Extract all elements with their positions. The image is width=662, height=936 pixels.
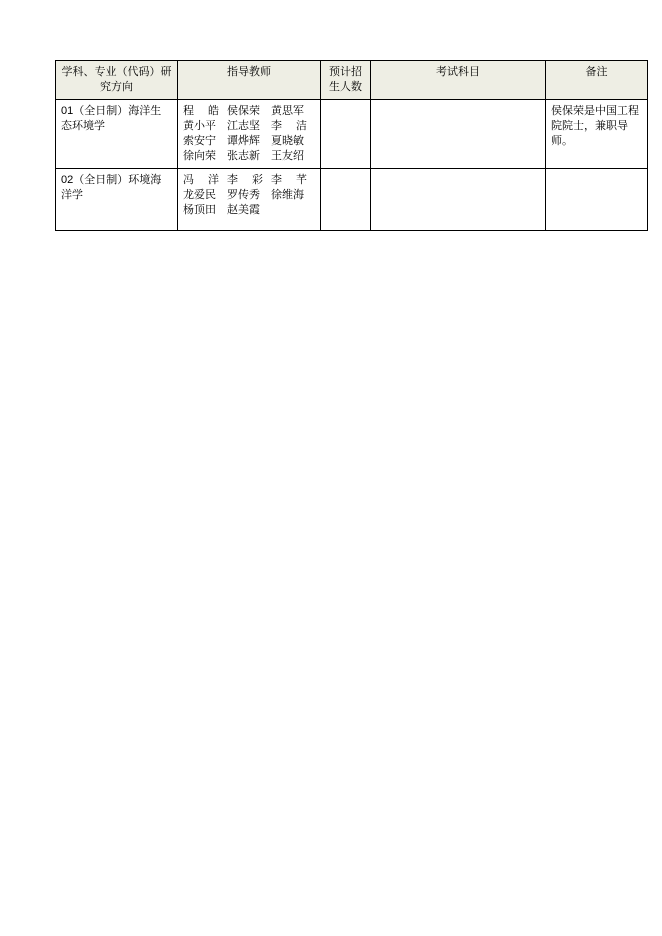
teacher-name: 索安宁: [183, 135, 216, 147]
header-teachers: 指导教师: [178, 61, 321, 100]
teacher-name: 李 芊: [270, 174, 307, 186]
teacher-name: 黄小平: [183, 120, 216, 132]
admission-table: [55, 60, 648, 231]
teacher-name: 谭烨辉: [226, 135, 260, 147]
cell-teachers: [178, 169, 321, 231]
table-header-row: [56, 61, 648, 100]
header-remark: 备注: [546, 61, 648, 100]
table-row: [56, 169, 648, 231]
teacher-name: 江志坚: [226, 120, 260, 132]
teacher-line: [183, 149, 315, 164]
teacher-line: [183, 188, 315, 203]
teacher-name: [271, 203, 315, 218]
teacher-name: 徐维海: [270, 189, 304, 201]
teacher-name: 杨顶田: [183, 204, 216, 216]
teacher-name: 罗传秀: [226, 189, 260, 201]
header-direction: 学科、专业（代码）研究方向: [56, 61, 178, 100]
cell-teachers: [178, 100, 321, 169]
teacher-line: [183, 173, 315, 188]
teacher-name: 王友绍: [270, 150, 304, 162]
teacher-name: 赵美霞: [226, 204, 260, 216]
teacher-name: 李 彩: [226, 174, 263, 186]
teacher-name: 李 洁: [270, 120, 307, 132]
teacher-line: [183, 134, 315, 149]
teacher-line: [183, 104, 315, 119]
header-plan: 预计招生人数: [321, 61, 371, 100]
teacher-name: 黄思军: [270, 105, 304, 117]
cell-plan: [321, 169, 371, 231]
teacher-name: 徐向荣: [183, 150, 216, 162]
table-row: [56, 100, 648, 169]
teacher-name: 张志新: [226, 150, 260, 162]
teacher-name: 程 皓: [183, 105, 219, 117]
teacher-name: 侯保荣: [226, 105, 260, 117]
cell-plan: [321, 100, 371, 169]
cell-subject: [371, 100, 546, 169]
teacher-line: [183, 203, 315, 218]
cell-direction: 02（全日制）环境海洋学: [56, 169, 178, 231]
cell-remark: 侯保荣是中国工程院院士，兼职导师。: [546, 100, 648, 169]
teacher-name: 夏晓敏: [270, 135, 304, 147]
cell-direction: 01（全日制）海洋生态环境学: [56, 100, 178, 169]
cell-subject: [371, 169, 546, 231]
teacher-line: [183, 119, 315, 134]
cell-remark: [546, 169, 648, 231]
header-subject: 考试科目: [371, 61, 546, 100]
teacher-name: 龙爱民: [183, 189, 216, 201]
teacher-name: 冯 洋: [183, 174, 219, 186]
